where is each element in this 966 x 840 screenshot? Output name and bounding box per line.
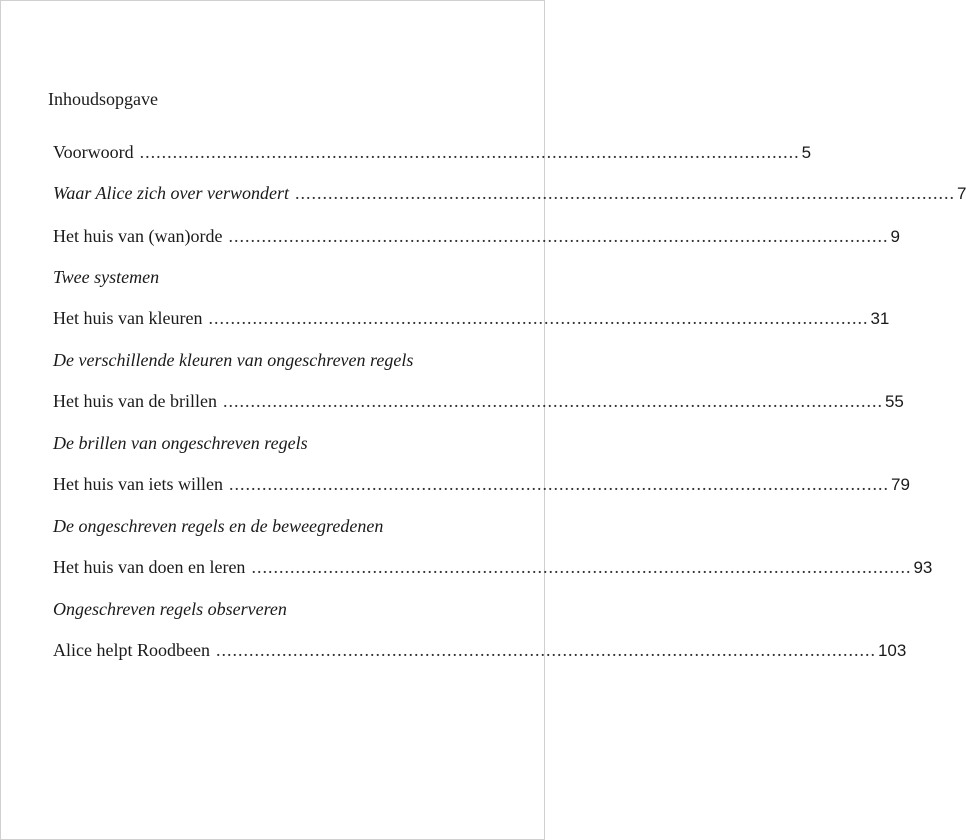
toc-entry-page: 9 (890, 227, 900, 246)
toc-entry-title: Het huis van iets willen (53, 474, 223, 494)
toc-entry-title: Het huis van de brillen (53, 391, 217, 411)
toc-subtitle: De verschillende kleuren van ongeschreven regels (53, 350, 414, 370)
toc-leader-dots: ........................................................................................................................ (251, 557, 912, 577)
toc-entry-page: 79 (890, 475, 910, 494)
toc-subtitle: De ongeschreven regels en de beweegredenen (53, 516, 384, 536)
toc-entry-title: Het huis van (wan)orde (53, 226, 223, 246)
toc-entry-page: 5 (801, 143, 812, 162)
toc-entry (53, 226, 900, 250)
toc-leader-dots: ........................................................................................................................ (139, 142, 800, 162)
toc-entry-title: Het huis van kleuren (53, 308, 203, 328)
toc-heading: Inhoudsopgave (48, 89, 158, 109)
toc-entry (53, 640, 907, 664)
toc-entry (53, 557, 933, 581)
toc-entry (53, 391, 904, 415)
toc-subtitle: Twee systemen (53, 267, 160, 287)
toc-leader-dots: ........................................................................................................................ (215, 640, 876, 660)
toc-entry (53, 183, 966, 207)
toc-entry-title: Waar Alice zich over verwondert (53, 183, 289, 203)
toc-entry-title: Het huis van doen en leren (53, 557, 246, 577)
toc-leader-dots: ........................................................................................................................ (228, 226, 889, 246)
toc-leader-dots: ........................................................................................................................ (294, 183, 955, 203)
toc-leader-dots: ........................................................................................................................ (208, 308, 869, 328)
toc-entry (53, 308, 890, 332)
toc-entry (53, 474, 910, 498)
toc-entry-page: 31 (870, 309, 890, 328)
toc-entry (53, 142, 812, 166)
toc-entry-page: 93 (913, 558, 933, 577)
toc-leader-dots: ........................................................................................................................ (222, 391, 883, 411)
toc-entry-page: 103 (877, 641, 907, 660)
toc-subtitle: De brillen van ongeschreven regels (53, 433, 308, 453)
toc-subtitle: Ongeschreven regels observeren (53, 599, 287, 619)
toc-entry-page: 7 (956, 184, 966, 203)
toc-entry-title: Voorwoord (53, 142, 134, 162)
toc-leader-dots: ........................................................................................................................ (228, 474, 889, 494)
toc-entry-title: Alice helpt Roodbeen (53, 640, 210, 660)
toc-entry-page: 55 (884, 392, 904, 411)
